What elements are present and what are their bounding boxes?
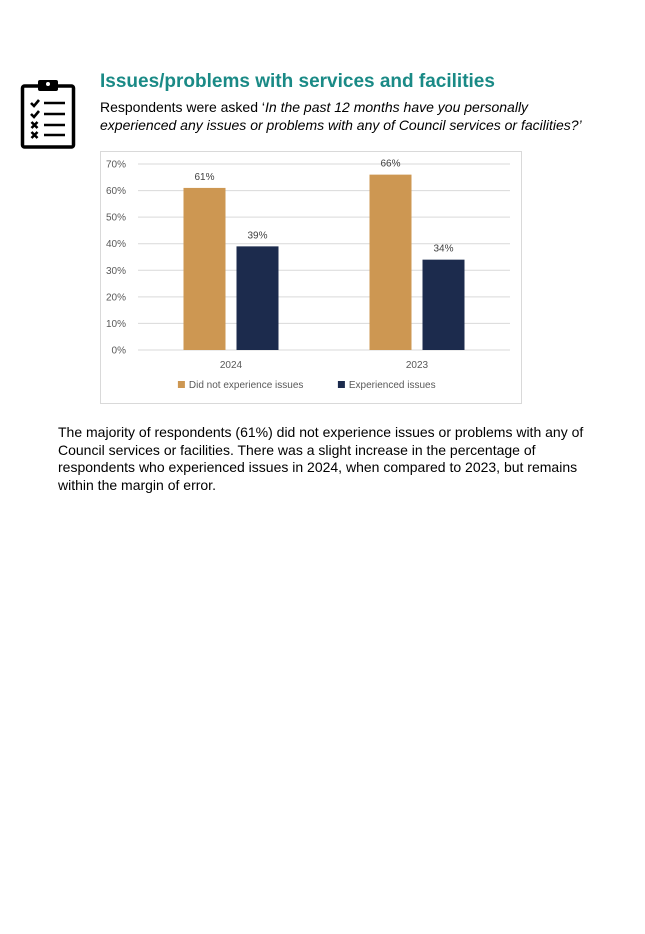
y-tick-label: 60% (105, 186, 126, 198)
x-tick-label: 2023 (405, 360, 429, 371)
x-tick-label: 2024 (219, 360, 243, 371)
legend-swatch (178, 381, 185, 388)
legend-swatch (338, 381, 345, 388)
y-tick-label: 30% (105, 265, 126, 277)
data-label: 39% (247, 230, 268, 242)
y-tick-label: 20% (105, 292, 126, 304)
clipboard-checklist-icon (20, 79, 76, 150)
data-label: 61% (194, 171, 215, 183)
bar (237, 246, 279, 350)
bar (423, 260, 465, 350)
y-tick-label: 50% (105, 212, 126, 224)
page-title: Issues/problems with services and facilities (100, 71, 495, 92)
bar-chart (101, 152, 523, 405)
y-tick-label: 70% (105, 159, 126, 171)
bar (184, 188, 226, 350)
data-label: 66% (380, 158, 401, 170)
question-prefix: Respondents were asked ‘ (100, 99, 265, 115)
bar (370, 175, 412, 350)
y-tick-label: 40% (105, 239, 126, 251)
data-label: 34% (433, 243, 454, 255)
legend-label: Experienced issues (348, 380, 436, 391)
question-text (100, 99, 600, 134)
y-tick-label: 10% (105, 318, 126, 330)
y-tick-label: 0% (111, 345, 126, 357)
legend-label: Did not experience issues (188, 380, 304, 391)
chart-container (100, 151, 522, 404)
question-quote: In the past 12 months have you personally experienced any issues or problems with any of Council services or facilities?’ (100, 99, 582, 133)
summary-paragraph: The majority of respondents (61%) did not experience issues or problems with any of Council services or facilities. There was a slight increase in the percentage of respondents who experienced issues in 2024, when compared to 2023, but remains within the margin of error. (58, 424, 584, 493)
